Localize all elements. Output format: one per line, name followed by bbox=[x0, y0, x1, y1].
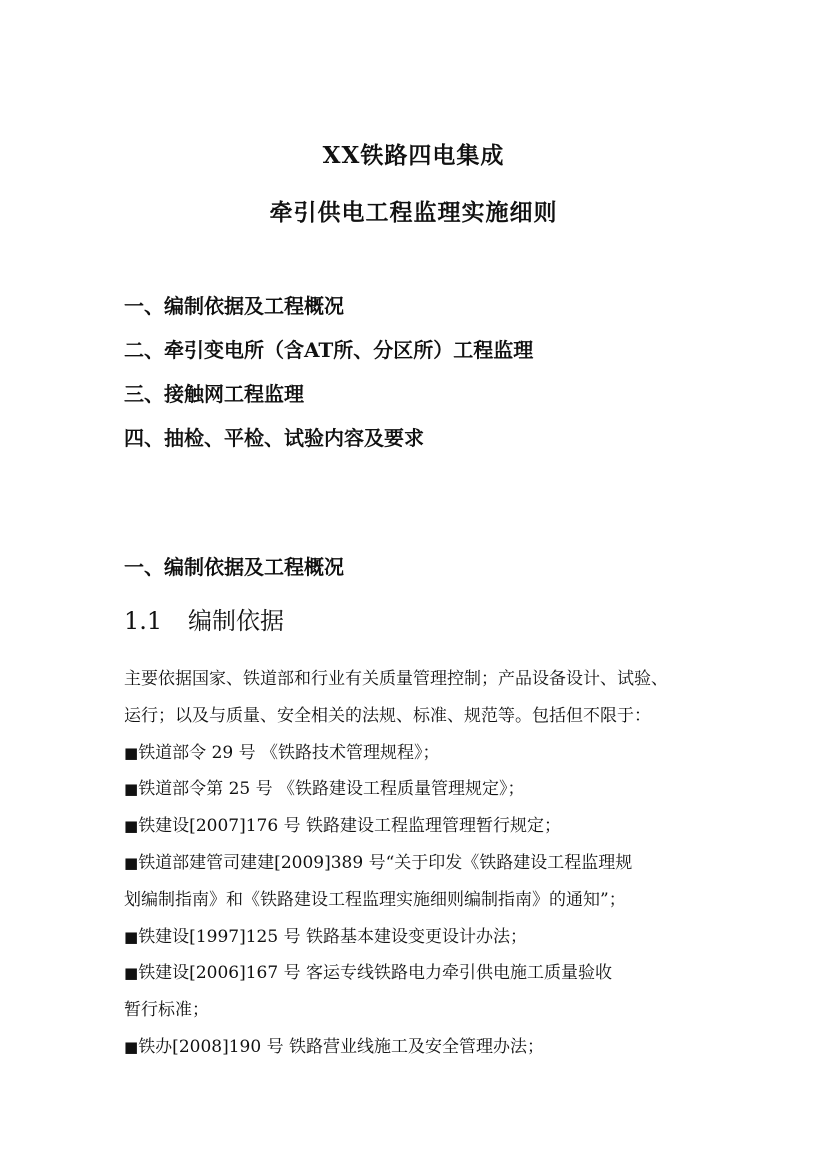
list-item bbox=[124, 735, 754, 772]
list-item-text: 铁道部建管司建建[2009]389 号“关于印发《铁路建设工程监理规 bbox=[138, 852, 633, 873]
list-item-text: 铁道部令 29 号 《铁路技术管理规程》； bbox=[138, 742, 440, 763]
list-item-text: 铁道部令第 25 号 《铁路建设工程质量管理规定》； bbox=[138, 779, 525, 800]
list-item-text: 铁建设[2006]167 号 客运专线铁路电力牵引供电施工质量验收 bbox=[138, 963, 612, 984]
paragraph-line: 运行；以及与质量、安全相关的法规、标准、规范等。包括但不限于： bbox=[124, 705, 651, 726]
list-item-text: 铁办[2008]190 号 铁路营业线施工及安全管理办法； bbox=[138, 1036, 544, 1057]
bullet-square-icon: ■ bbox=[124, 817, 139, 836]
paragraph-line: 主要依据国家、铁道部和行业有关质量管理控制；产品设备设计、试验、 bbox=[124, 669, 668, 689]
subsection-title: 编制依据 bbox=[188, 607, 284, 635]
bullet-square-icon: ■ bbox=[124, 964, 139, 983]
list-item bbox=[124, 955, 754, 992]
list-item bbox=[124, 1029, 754, 1066]
table-of-contents bbox=[124, 292, 533, 468]
section-heading: 一、编制依据及工程概况 bbox=[124, 555, 344, 579]
section-body bbox=[124, 661, 754, 1066]
bullet-square-icon: ■ bbox=[124, 853, 139, 872]
document-title-line2: 牵引供电工程监理实施细则 bbox=[269, 199, 558, 226]
bullet-square-icon: ■ bbox=[124, 927, 139, 946]
list-item bbox=[124, 771, 754, 808]
list-item-continuation: 暂行标准； bbox=[124, 1000, 209, 1021]
bullet-square-icon: ■ bbox=[124, 780, 139, 799]
list-item-text: 铁建设[2007]176 号 铁路建设工程监理管理暂行规定； bbox=[138, 816, 561, 837]
bullet-square-icon: ■ bbox=[124, 1037, 139, 1056]
list-item-continuation: 划编制指南》和《铁路建设工程监理实施细则编制指南》的通知”； bbox=[124, 889, 626, 910]
list-item bbox=[124, 808, 754, 845]
document-title-line1: XX铁路四电集成 bbox=[322, 142, 505, 169]
list-item-text: 铁建设[1997]125 号 铁路基本建设变更设计办法； bbox=[138, 926, 527, 947]
toc-item: 二、牵引变电所（含AT所、分区所）工程监理 bbox=[124, 338, 534, 362]
subsection-number: 1.1 bbox=[124, 607, 163, 635]
subsection-heading bbox=[124, 604, 284, 638]
toc-item: 四、抽检、平检、试验内容及要求 bbox=[124, 426, 424, 450]
list-item bbox=[124, 845, 754, 882]
bullet-square-icon: ■ bbox=[124, 743, 139, 762]
toc-item: 一、编制依据及工程概况 bbox=[124, 294, 344, 318]
toc-item: 三、接触网工程监理 bbox=[124, 382, 304, 406]
list-item bbox=[124, 919, 754, 956]
